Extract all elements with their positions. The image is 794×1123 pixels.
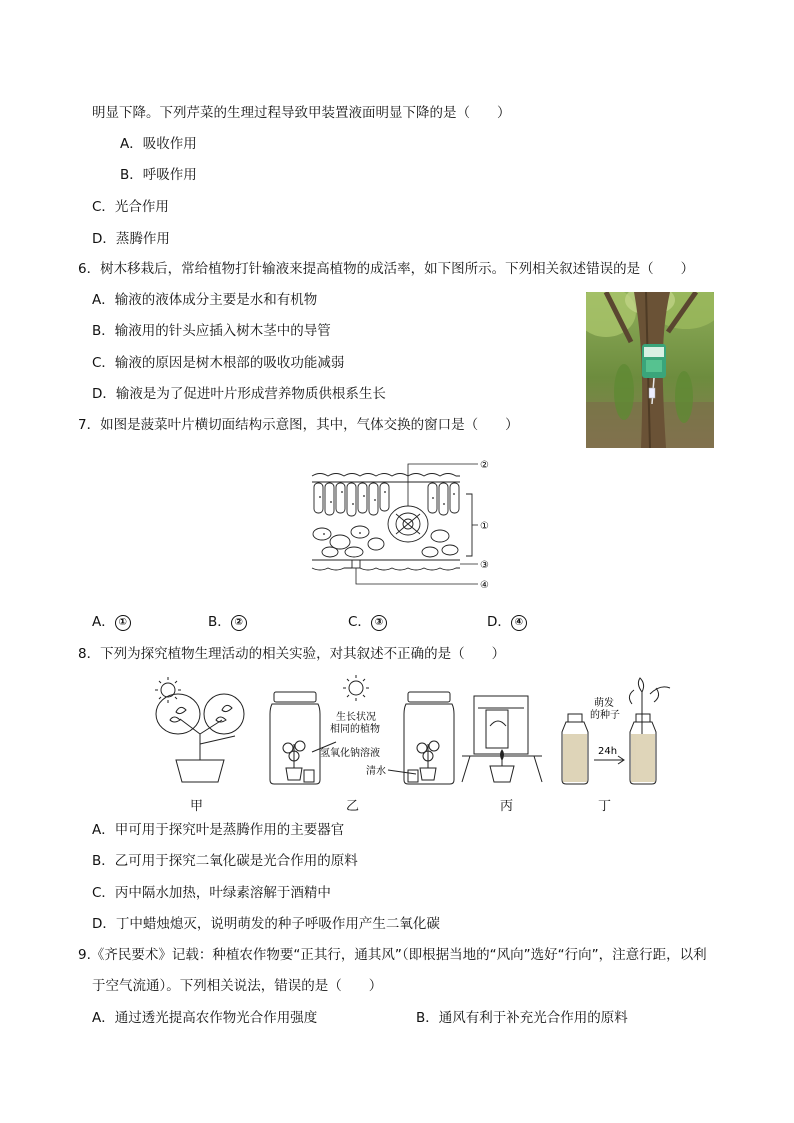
label-2: ② bbox=[480, 460, 489, 471]
label-3: ③ bbox=[480, 560, 489, 571]
sun-icon bbox=[155, 677, 181, 703]
label-seed-2: 的种子 bbox=[590, 710, 620, 721]
q6-stem: 6．树木移栽后，常给植物打针输液来提高植物的成活率，如下图所示。下列相关叙述错误的是（ ） bbox=[78, 261, 695, 277]
q7-stem: 7．如图是菠菜叶片横切面结构示意图，其中，气体交换的窗口是（ ） bbox=[78, 417, 519, 433]
caption-ding: 丁 bbox=[598, 799, 612, 814]
q6-option-c[interactable]: C．输液的原因是树木根部的吸收功能减弱 bbox=[92, 355, 345, 371]
q5-option-c[interactable]: C．光合作用 bbox=[92, 199, 169, 215]
q5-stem-continuation: 明显下降。下列芹菜的生理过程导致甲装置液面明显下降的是（ ） bbox=[92, 105, 511, 121]
q9-stem: 9.《齐民要术》记载：种植农作物要“正其行，通其风”（即根据当地的“风向”选好“行向”，注意行距，以利 bbox=[78, 947, 707, 963]
q9-option-a[interactable]: A．通过透光提高农作物光合作用强度 bbox=[92, 1010, 318, 1026]
label-4: ④ bbox=[480, 580, 489, 591]
q5-option-a[interactable]: A．吸收作用 bbox=[120, 136, 197, 152]
q7-option-c[interactable]: C． ③ bbox=[348, 613, 387, 631]
q5-option-b[interactable]: B．呼吸作用 bbox=[120, 167, 197, 183]
experiment-figure bbox=[140, 674, 680, 790]
label-24h: 24h bbox=[598, 746, 618, 757]
label-1: ① bbox=[480, 521, 489, 532]
q6-option-b[interactable]: B．输液用的针头应插入树木茎中的导管 bbox=[92, 323, 331, 339]
q7-option-d[interactable]: D． ④ bbox=[487, 613, 527, 631]
q8-option-d[interactable]: D．丁中蜡烛熄灭，说明萌发的种子呼吸作用产生二氧化碳 bbox=[92, 916, 440, 932]
q8-stem: 8．下列为探究植物生理活动的相关实验，对其叙述不正确的是（ ） bbox=[78, 646, 506, 662]
q7-option-b[interactable]: B． ② bbox=[208, 613, 247, 631]
circled-2: ② bbox=[231, 615, 247, 631]
label-seed-1: 萌发 bbox=[594, 698, 614, 709]
q8-option-a[interactable]: A．甲可用于探究叶是蒸腾作用的主要器官 bbox=[92, 822, 345, 838]
label-same-plant-2: 相同的植物 bbox=[330, 724, 380, 735]
circled-4: ④ bbox=[511, 615, 527, 631]
circled-1: ① bbox=[115, 615, 131, 631]
tree-infusion-photo bbox=[586, 292, 714, 448]
caption-bing: 丙 bbox=[500, 799, 514, 814]
leaf-cross-section-diagram bbox=[300, 452, 500, 592]
q9-stem-continuation: 于空气流通）。下列相关说法，错误的是（ ） bbox=[92, 978, 383, 994]
q6-option-a[interactable]: A．输液的液体成分主要是水和有机物 bbox=[92, 292, 318, 308]
q7-option-a[interactable]: A． ① bbox=[92, 613, 131, 631]
q8-option-c[interactable]: C．丙中隔水加热，叶绿素溶解于酒精中 bbox=[92, 885, 331, 901]
label-same-plant-1: 生长状况 bbox=[336, 712, 376, 723]
circled-3: ③ bbox=[371, 615, 387, 631]
q9-option-b[interactable]: B．通风有利于补充光合作用的原料 bbox=[416, 1010, 628, 1026]
q8-option-b[interactable]: B．乙可用于探究二氧化碳是光合作用的原料 bbox=[92, 853, 358, 869]
q6-option-d[interactable]: D．输液是为了促进叶片形成营养物质供根系生长 bbox=[92, 386, 386, 402]
label-water: 清水 bbox=[366, 766, 386, 777]
caption-yi: 乙 bbox=[346, 799, 360, 814]
q5-option-d[interactable]: D．蒸腾作用 bbox=[92, 231, 170, 247]
caption-jia: 甲 bbox=[190, 799, 204, 814]
label-naoh: 氢氧化钠溶液 bbox=[320, 748, 380, 759]
